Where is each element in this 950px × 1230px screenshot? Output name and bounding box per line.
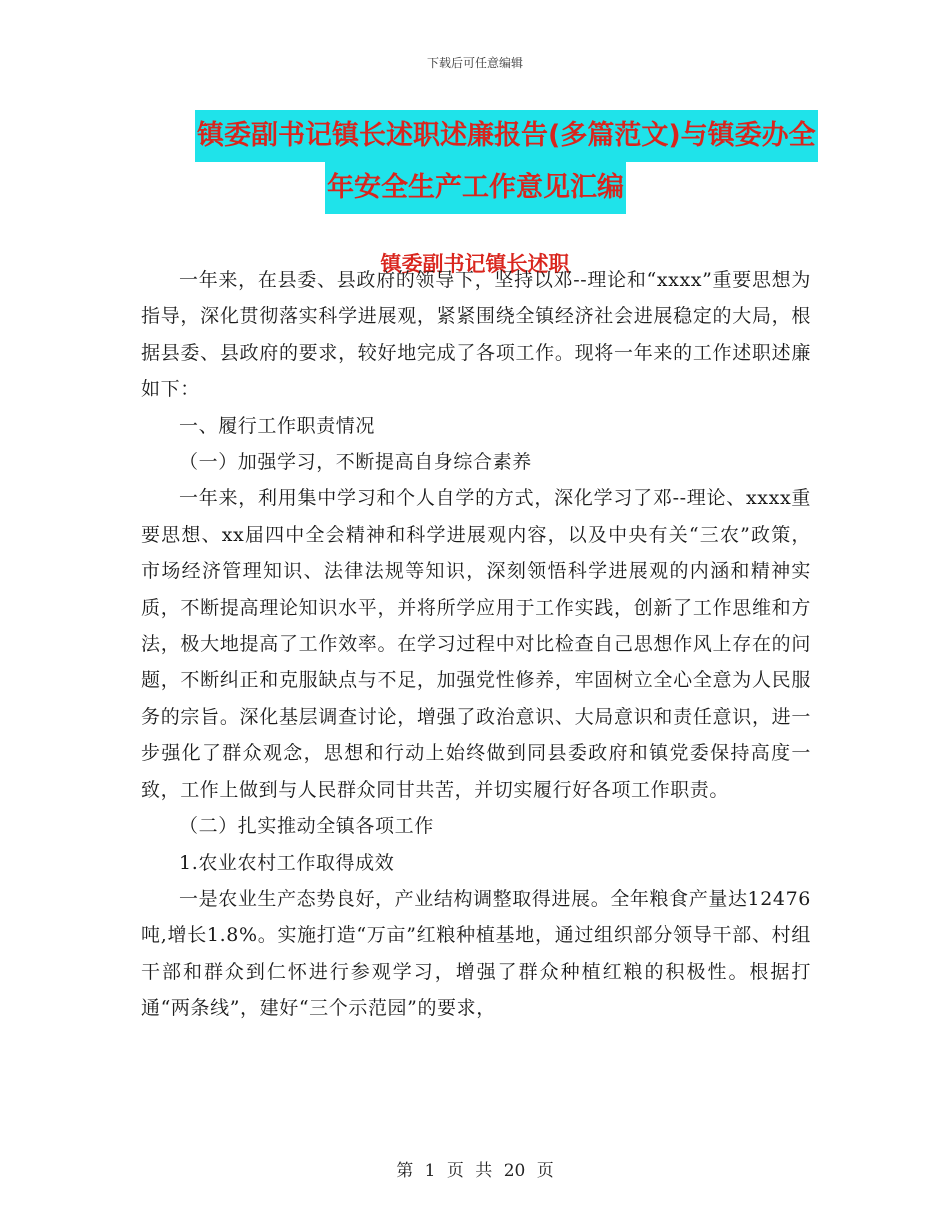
- paragraph-agriculture: 一是农业生产态势良好，产业结构调整取得进展。全年粮食产量达12476吨,增长1.8%。实施打造“万亩”红粮种植基地，通过组织部分领导干部、村组干部和群众到仁怀进行参观学习，增强了群众种植红粮的积极性。根据打通“两条线”，建好“三个示范园”的要求，: [141, 887, 811, 1020]
- subheading-study: （一）加强学习，不断提高自身综合素养: [179, 451, 532, 474]
- document-title: [170, 110, 830, 214]
- paragraph-study: 一年来，利用集中学习和个人自学的方式，深化学习了邓--理论、xxxx重要思想、xx届四中全会精神和科学进展观内容，以及中央有关“三农”政策，市场经济管理知识、法律法规等知识，深刻领悟科学进展观的内涵和精神实质，不断提高理论知识水平，并将所学应用于工作实践，创新了工作思维和方法，极大地提高了工作效率。在学习过程中对比检查自己思想作风上存在的问题，不断纠正和克服缺点与不足，加强党性修养，牢固树立全心全意为人民服务的宗旨。深化基层调查讨论，增强了政治意识、大局意识和责任意识，进一步强化了群众观念，思想和行动上始终做到同县委政府和镇党委保持高度一致，工作上做到与人民群众同甘共苦，并切实履行好各项工作职责。: [141, 487, 811, 801]
- section-title: 镇委副书记镇长述职: [380, 252, 570, 276]
- subheading-work-promotion: （二）扎实推动全镇各项工作: [179, 815, 434, 838]
- paragraph-intro: 一年来，在县委、县政府的领导下，坚持以邓--理论和“xxxx”重要思想为指导，深化贯彻落实科学进展观，紧紧围绕全镇经济社会进展稳定的大局，根据县委、县政府的要求，较好地完成了各项工作。现将一年来的工作述职述廉如下：: [141, 269, 811, 401]
- heading-duty-performance: 一、履行工作职责情况: [179, 414, 376, 437]
- document-title-line-1: 镇委副书记镇长述职述廉报告(多篇范文)与镇委办全: [195, 110, 818, 162]
- header-note: 下载后可任意编辑: [426, 56, 523, 70]
- subheading-agriculture: 1.农业农村工作取得成效: [179, 851, 395, 874]
- document-title-line-2: 年安全生产工作意见汇编: [325, 162, 626, 214]
- document-body: [141, 262, 811, 1027]
- page-footer: 第 1 页 共 20 页: [396, 1161, 554, 1181]
